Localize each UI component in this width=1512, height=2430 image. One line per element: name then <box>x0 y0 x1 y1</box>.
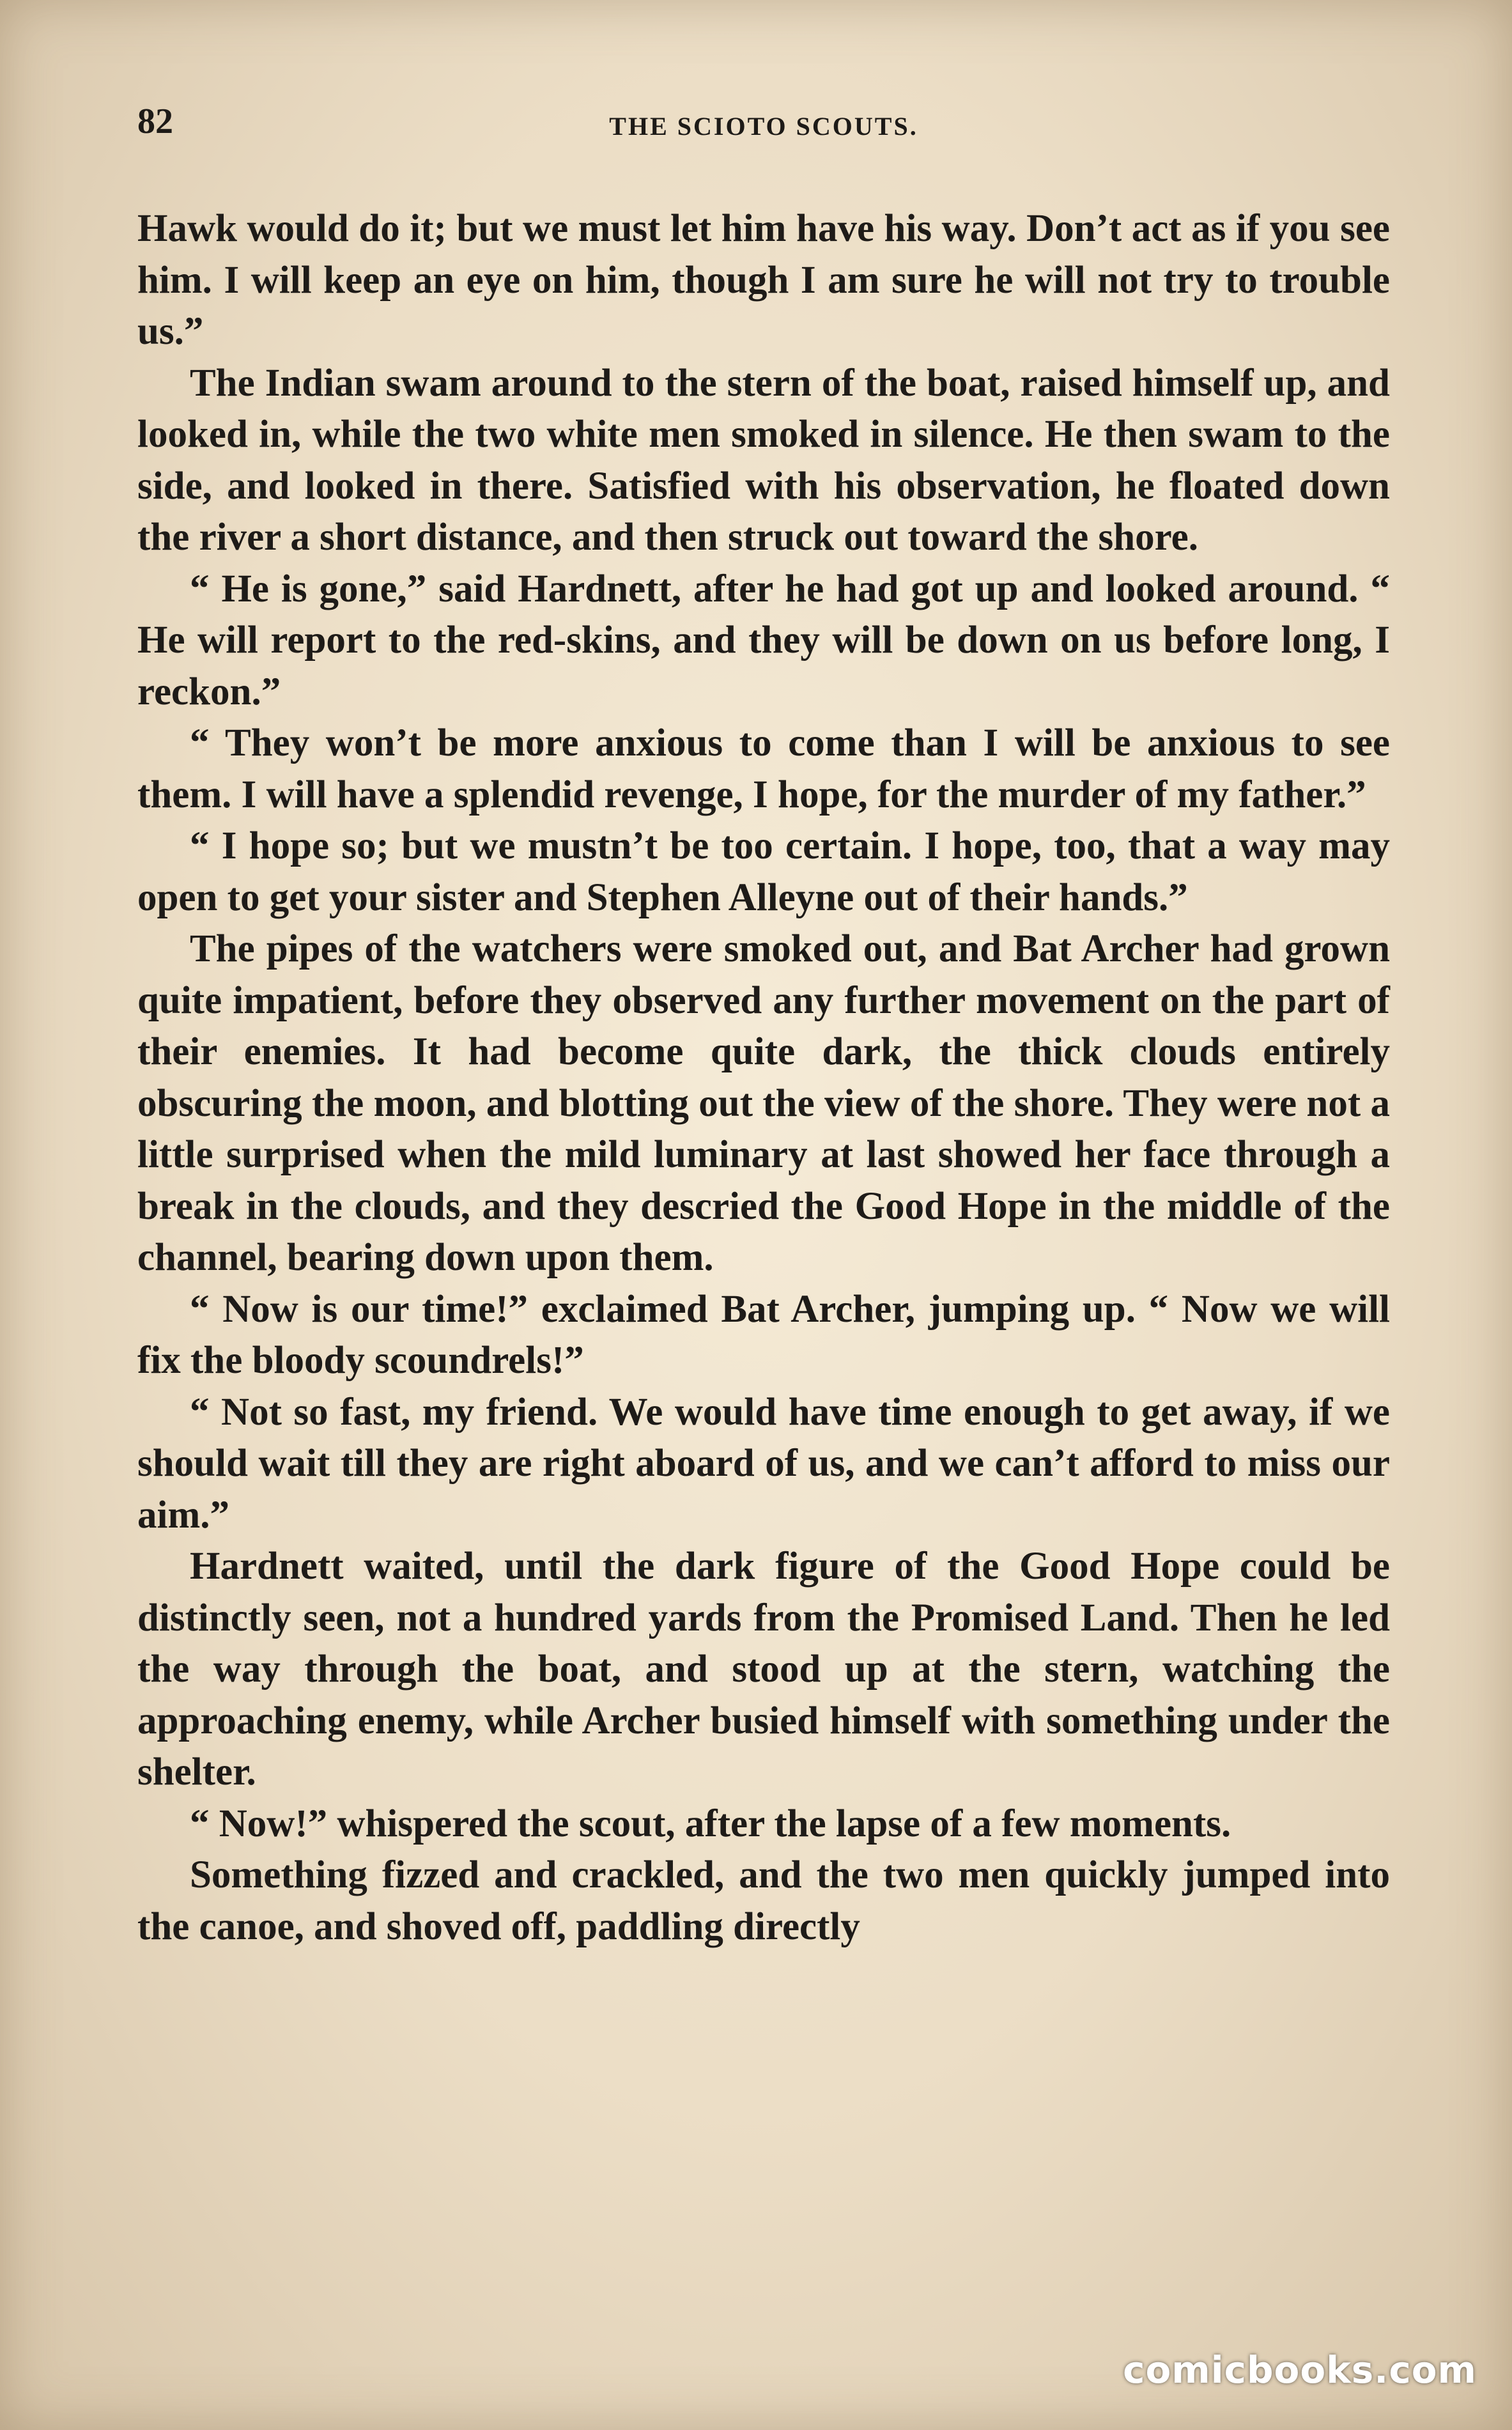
paragraph: “ I hope so; but we mustn’t be too certain. I hope, too, that a way may open to get your sister and Stephen Alleyne out of their hands.” <box>137 824 1390 919</box>
page-header <box>137 101 1390 152</box>
paragraph: “ Not so fast, my friend. We would have time enough to get away, if we should wait till they are right aboard of us, and we can’t afford to miss our aim.” <box>137 1390 1390 1536</box>
paragraph: “ Now is our time!” exclaimed Bat Archer, jumping up. “ Now we will fix the bloody scoundrels!” <box>137 1287 1390 1382</box>
paragraph: Hardnett waited, until the dark figure of the Good Hope could be distinctly seen, not a hundred yards from the Promised Land. Then he led the way through the boat, and stood up at the stern, watching the approaching enemy, while Archer busied himself with something under the shelter. <box>137 1545 1390 1793</box>
paragraph: Something fizzed and crackled, and the two men quickly jumped into the canoe, and shoved off, paddling directly <box>137 1853 1390 1948</box>
paragraph: The Indian swam around to the stern of the boat, raised himself up, and looked in, while the two white men smoked in silence. He then swam to the side, and looked in there. Satisfied with his observation, he floated down the river a short distance, and then struck out toward the shore. <box>137 361 1390 559</box>
watermark-text: comicbooks.com <box>1123 2348 1477 2392</box>
paragraph: The pipes of the watchers were smoked out, and Bat Archer had grown quite impatient, before they observed any further movement on the part of their enemies. It had become quite dark, the thick clouds entirely obscuring the moon, and blotting out the view of the shore. They were not a little surprised when the mild luminary at last showed her face through a break in the clouds, and they descried the Good Hope in the middle of the channel, bearing down upon them. <box>137 927 1390 1279</box>
paragraph: “ Now!” whispered the scout, after the lapse of a few moments. <box>190 1802 1231 1845</box>
paragraph: Hawk would do it; but we must let him have his way. Don’t act as if you see him. I will keep an eye on him, though I am sure he will not try to trouble us.” <box>137 207 1390 353</box>
page-number: 82 <box>137 102 173 141</box>
body-text <box>137 203 1390 1953</box>
paragraph: “ He is gone,” said Hardnett, after he had got up and looked around. “ He will report to the red-skins, and they will be down on us before long, I reckon.” <box>137 567 1390 713</box>
paragraph: “ They won’t be more anxious to come than I will be anxious to see them. I will have a splendid revenge, I hope, for the murder of my father.” <box>137 722 1390 816</box>
running-title: THE SCIOTO SCOUTS. <box>609 112 918 141</box>
